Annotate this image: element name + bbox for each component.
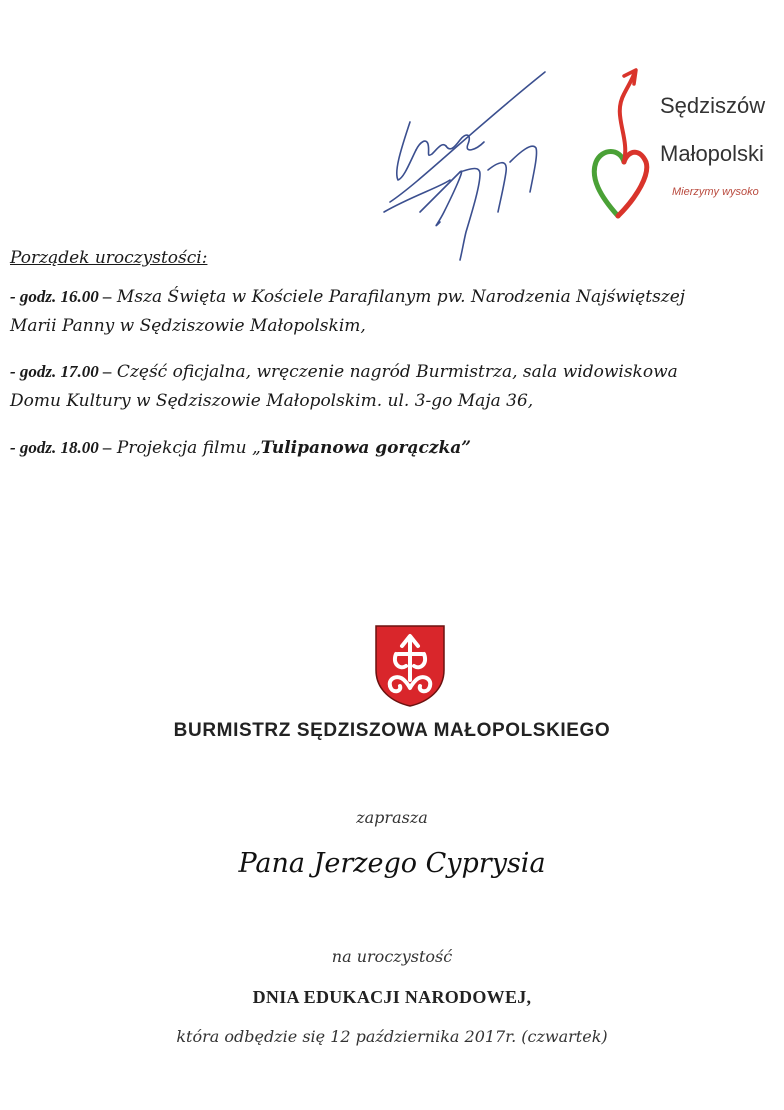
logo-name-line2: Małopolski	[660, 141, 764, 166]
schedule-text-cont: Marii Panny w Sędziszowie Małopolskim,	[10, 316, 366, 336]
schedule-item	[10, 282, 780, 341]
schedule-title: Porządek uroczystości:	[10, 248, 208, 268]
to-event-text: na uroczystość	[331, 947, 453, 966]
invites-text: zaprasza	[356, 808, 428, 827]
schedule-text-end: ”	[461, 438, 472, 458]
schedule-time: - godz. 17.00 –	[10, 362, 112, 381]
event-date: która odbędzie się 12 października 2017r. (czwartek)	[176, 1027, 608, 1046]
coat-of-arms-icon	[374, 624, 446, 708]
town-logo	[590, 66, 780, 226]
schedule-text: Msza Święta w Kościele Parafilanym pw. Narodzenia Najświętszej	[111, 287, 686, 307]
schedule-time: - godz. 18.00 –	[10, 438, 112, 457]
schedule-item	[10, 433, 780, 463]
schedule-item	[10, 357, 780, 416]
guest-name: Pana Jerzego Cyprysia	[238, 848, 546, 879]
logo-name-line1: Sędziszów	[660, 93, 766, 118]
mayor-title: BURMISTRZ SĘDZISZOWA MAŁOPOLSKIEGO	[173, 720, 611, 741]
schedule-text: Część oficjalna, wręczenie nagród Burmistrza, sala widowiskowa	[111, 362, 678, 382]
schedule-text: Projekcja filmu „	[111, 438, 261, 458]
handwritten-signature	[380, 62, 560, 272]
schedule-time: - godz. 16.00 –	[10, 287, 112, 306]
schedule-text-cont: Domu Kultury w Sędziszowie Małopolskim. ul. 3-go Maja 36,	[10, 391, 534, 411]
logo-tagline: Mierzymy wysoko	[672, 186, 759, 198]
film-title: Tulipanowa gorączka	[260, 438, 462, 458]
event-name: DNIA EDUKACJI NARODOWEJ,	[252, 987, 532, 1007]
